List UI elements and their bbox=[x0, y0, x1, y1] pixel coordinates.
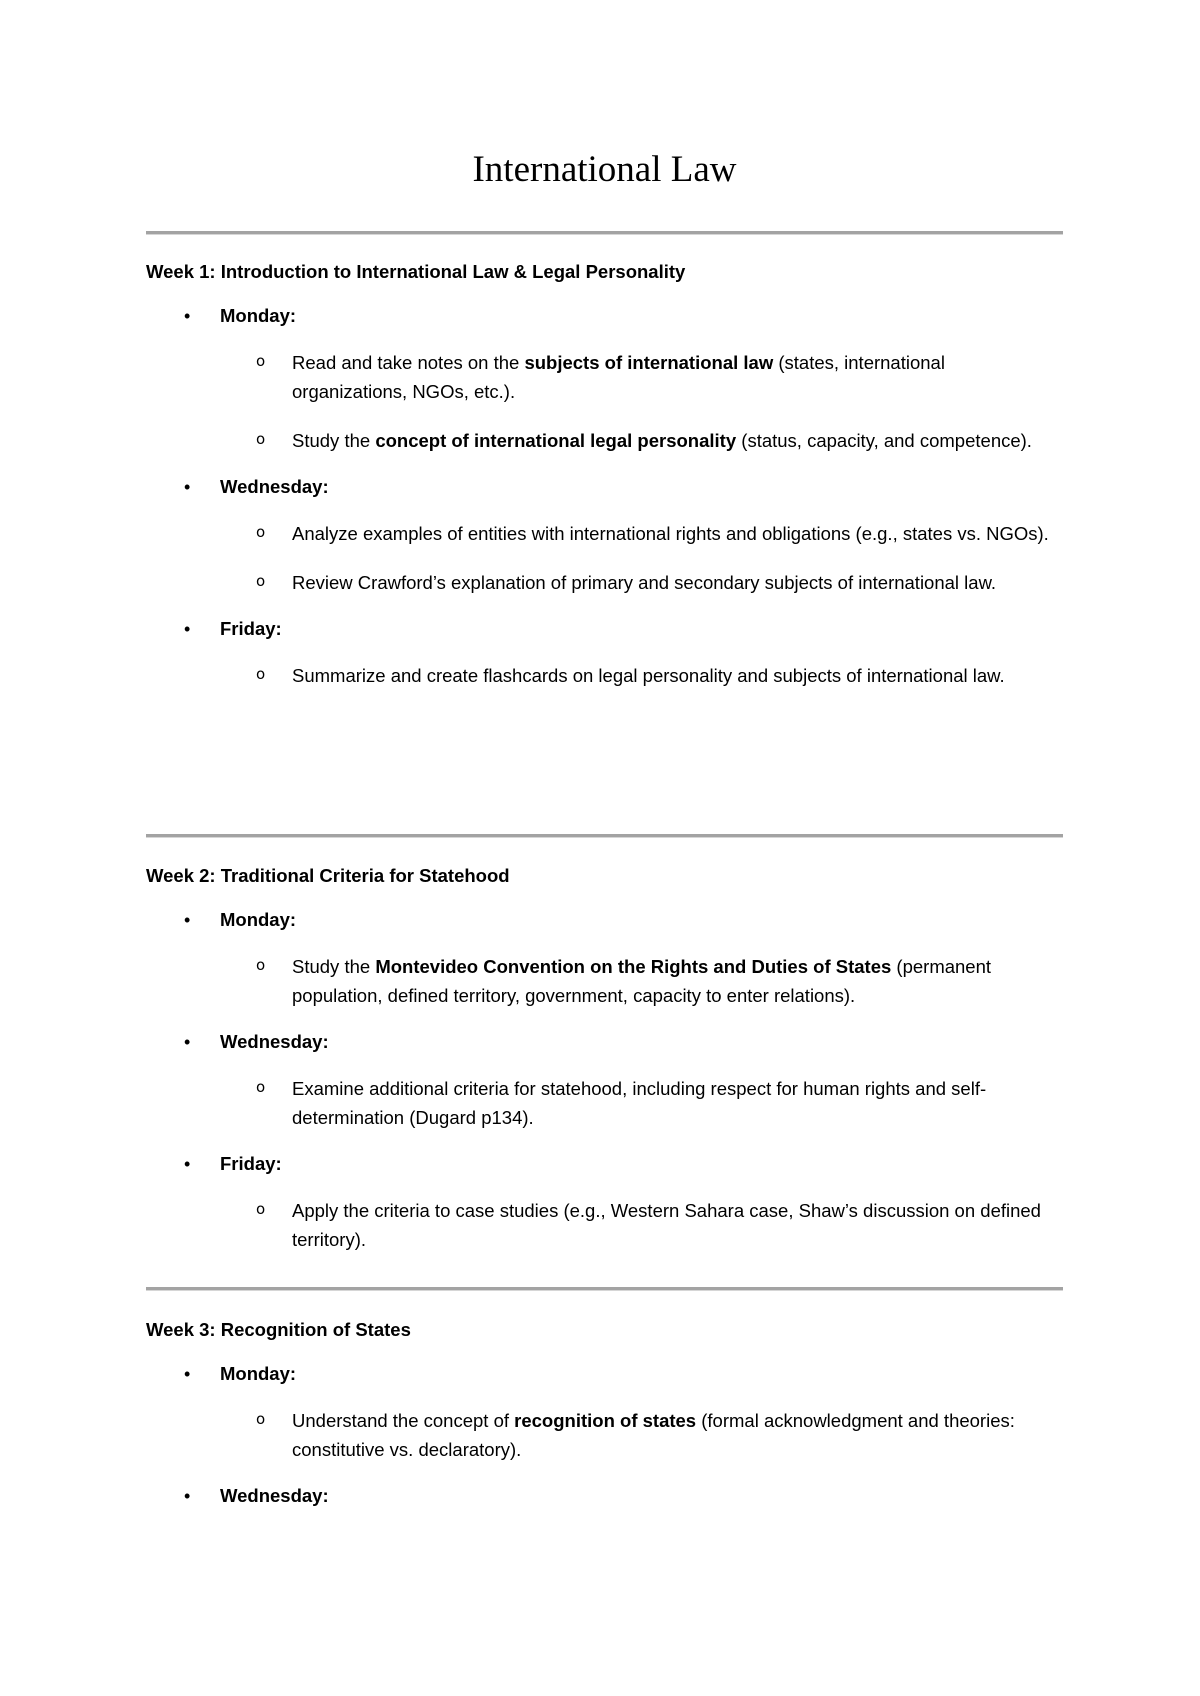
task-item bbox=[146, 952, 1063, 1010]
sub-bullet-icon: o bbox=[256, 572, 266, 590]
day-row bbox=[146, 304, 1063, 328]
day-entry bbox=[146, 1030, 1063, 1132]
bullet-icon: • bbox=[184, 1364, 191, 1384]
task-text bbox=[292, 1074, 1064, 1132]
day-label: Wednesday: bbox=[220, 476, 329, 497]
sub-bullet-icon: o bbox=[256, 1078, 266, 1096]
task-item bbox=[146, 1196, 1063, 1254]
sub-bullet-icon: o bbox=[256, 1200, 266, 1218]
bullet-icon: • bbox=[184, 477, 191, 497]
task-item bbox=[146, 1074, 1063, 1132]
day-label: Monday: bbox=[220, 1363, 297, 1384]
sub-bullet-icon: o bbox=[256, 523, 266, 541]
day-label: Wednesday: bbox=[220, 1485, 329, 1506]
task-text-segment: Study the bbox=[292, 430, 376, 451]
sub-bullet-icon: o bbox=[256, 665, 266, 683]
task-text bbox=[292, 519, 1064, 548]
section-divider bbox=[146, 231, 1063, 235]
task-text-segment: Apply the criteria to case studies (e.g., Western Sahara case, Shaw’s discussion on defined territory). bbox=[292, 1200, 1041, 1250]
task-text-segment: Summarize and create flashcards on legal personality and subjects of international law. bbox=[292, 665, 1005, 686]
sub-bullet-icon: o bbox=[256, 956, 266, 974]
task-text-segment: Study the bbox=[292, 956, 376, 977]
task-text-segment: Read and take notes on the bbox=[292, 352, 525, 373]
day-entry bbox=[146, 617, 1063, 690]
day-row bbox=[146, 1484, 1063, 1508]
task-text-segment: (permanent population, defined territory, government, capacity to enter relations). bbox=[292, 956, 992, 1006]
day-entry bbox=[146, 304, 1063, 455]
task-item bbox=[146, 568, 1063, 597]
bullet-icon: • bbox=[184, 1032, 191, 1052]
task-text bbox=[292, 348, 1064, 406]
day-label: Friday: bbox=[220, 1153, 282, 1174]
section-divider bbox=[146, 834, 1063, 838]
week-section bbox=[146, 1318, 1063, 1508]
week-heading: Week 1: Introduction to International Law & Legal Personality bbox=[146, 261, 686, 282]
week-heading: Week 2: Traditional Criteria for Statehood bbox=[146, 865, 510, 886]
sub-bullet-icon: o bbox=[256, 352, 266, 370]
day-label: Wednesday: bbox=[220, 1031, 329, 1052]
sub-bullet-icon: o bbox=[256, 430, 266, 448]
day-entry bbox=[146, 475, 1063, 597]
task-text-segment: (formal acknowledgment and theories: constitutive vs. declaratory). bbox=[292, 1410, 1015, 1460]
task-item bbox=[146, 348, 1063, 406]
bullet-icon: • bbox=[184, 1486, 191, 1506]
sub-bullet-icon: o bbox=[256, 1410, 266, 1428]
task-item bbox=[146, 519, 1063, 548]
task-item bbox=[146, 426, 1063, 455]
day-row bbox=[146, 1152, 1063, 1176]
bullet-icon: • bbox=[184, 910, 191, 930]
task-text-emphasis: Montevideo Convention on the Rights and Duties of States bbox=[375, 956, 892, 977]
task-text bbox=[292, 1406, 1064, 1464]
task-text bbox=[292, 1196, 1064, 1254]
day-row bbox=[146, 908, 1063, 932]
task-text-emphasis: recognition of states bbox=[514, 1410, 697, 1431]
bullet-icon: • bbox=[184, 1154, 191, 1174]
bullet-icon: • bbox=[184, 306, 191, 326]
task-text-segment: Examine additional criteria for statehood, including respect for human rights and self-determination (Dugard p134). bbox=[292, 1078, 987, 1128]
task-text-emphasis: concept of international legal personality bbox=[375, 430, 737, 451]
task-text-segment: Review Crawford’s explanation of primary and secondary subjects of international law. bbox=[292, 572, 997, 593]
day-label: Monday: bbox=[220, 909, 297, 930]
task-text-segment: (states, international organizations, NGOs, etc.). bbox=[292, 352, 945, 402]
day-entry bbox=[146, 1362, 1063, 1464]
day-entry bbox=[146, 1152, 1063, 1254]
day-entry bbox=[146, 908, 1063, 1010]
day-row bbox=[146, 475, 1063, 499]
day-label: Friday: bbox=[220, 618, 282, 639]
task-item bbox=[146, 1406, 1063, 1464]
task-text-emphasis: subjects of international law bbox=[524, 352, 774, 373]
document-title: International Law bbox=[472, 149, 737, 190]
day-row bbox=[146, 1030, 1063, 1054]
task-text bbox=[292, 661, 1064, 690]
task-item bbox=[146, 661, 1063, 690]
day-row bbox=[146, 617, 1063, 641]
task-text-segment: Understand the concept of bbox=[292, 1410, 515, 1431]
task-text-segment: Analyze examples of entities with international rights and obligations (e.g., states vs. NGOs). bbox=[292, 523, 1049, 544]
bullet-icon: • bbox=[184, 619, 191, 639]
week-section bbox=[146, 260, 1063, 690]
section-divider bbox=[146, 1287, 1063, 1291]
task-text-segment: (status, capacity, and competence). bbox=[736, 430, 1032, 451]
week-heading: Week 3: Recognition of States bbox=[146, 1319, 411, 1340]
week-section bbox=[146, 864, 1063, 1254]
day-label: Monday: bbox=[220, 305, 297, 326]
day-entry bbox=[146, 1484, 1063, 1508]
task-text bbox=[292, 952, 1064, 1010]
task-text bbox=[292, 426, 1064, 455]
task-text bbox=[292, 568, 1064, 597]
day-row bbox=[146, 1362, 1063, 1386]
